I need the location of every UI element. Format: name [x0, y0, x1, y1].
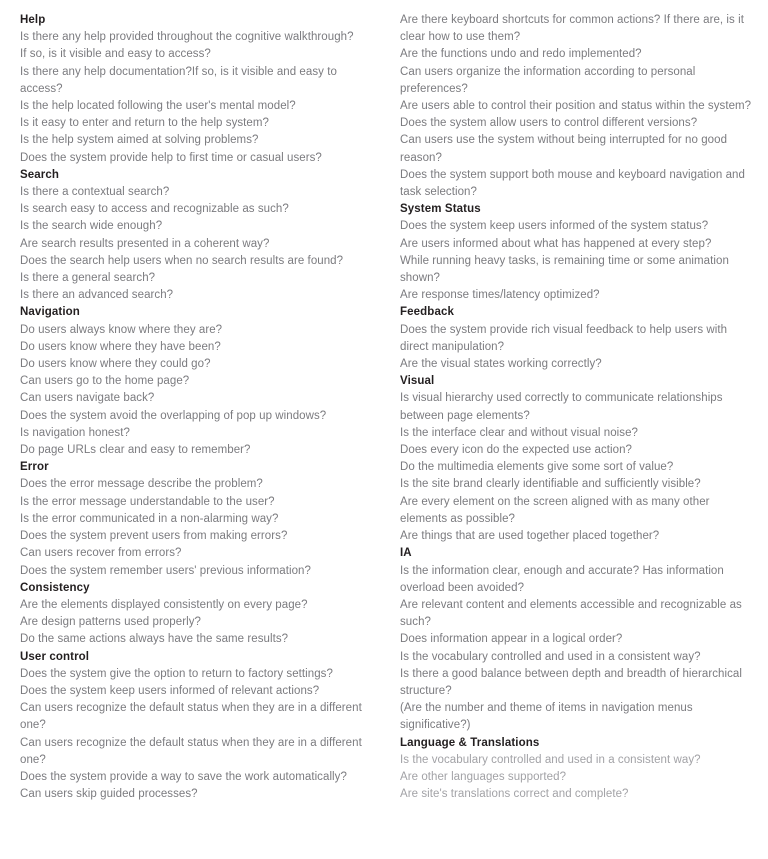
- checklist-item: Do the multimedia elements give some sort of value?: [400, 461, 674, 474]
- checklist-item: Does the system provide rich visual feedback to help users with direct manipulation?: [400, 323, 728, 353]
- checklist-item: Are other languages supported?: [400, 770, 567, 783]
- checklist-item: Is the error message understandable to the user?: [20, 495, 275, 508]
- checklist-item: Is the interface clear and without visual noise?: [400, 426, 639, 439]
- checklist-item: Does the system provide a way to save the work automatically?: [20, 770, 347, 783]
- checklist-item: Do page URLs clear and easy to remember?: [20, 444, 251, 457]
- checklist-item: Are relevant content and elements accessible and recognizable as such?: [400, 598, 742, 629]
- checklist-item: Is the search wide enough?: [20, 220, 163, 233]
- checklist-section: [400, 373, 756, 545]
- checklist-item: Is the error communicated in a non-alarming way?: [20, 512, 279, 525]
- checklist-section: [20, 459, 380, 579]
- checklist-item: Is there a general search?: [20, 272, 156, 285]
- section-heading: Consistency: [20, 581, 90, 594]
- checklist-item: Are there keyboard shortcuts for common actions? If there are, is it clear how to use them?: [400, 14, 744, 44]
- section-heading: Feedback: [400, 306, 454, 319]
- checklist-item: Does the error message describe the problem?: [20, 478, 263, 491]
- section-heading: System Status: [400, 203, 481, 216]
- checklist-section: [400, 545, 756, 734]
- checklist-item: Are design patterns used properly?: [20, 616, 201, 629]
- section-heading: User control: [20, 650, 90, 663]
- checklist-item: Are users informed about what has happened at every step?: [400, 237, 712, 250]
- checklist-section: [400, 304, 756, 373]
- checklist-item: Is the vocabulary controlled and used in a consistent way?: [400, 650, 701, 663]
- checklist-item: Does the system avoid the overlapping of pop up windows?: [20, 409, 327, 422]
- checklist-item: Are response times/latency optimized?: [400, 289, 600, 302]
- checklist-item: Is the site brand clearly identifiable and sufficiently visible?: [400, 478, 701, 491]
- checklist-section: [20, 12, 380, 167]
- checklist-item: Is there an advanced search?: [20, 289, 174, 302]
- checklist-item: While running heavy tasks, is remaining time or some animation shown?: [400, 254, 729, 285]
- checklist-item: Are every element on the screen aligned with as many other elements as possible?: [400, 495, 710, 525]
- checklist-item: Is there any help provided throughout the cognitive walkthrough?: [20, 31, 354, 44]
- checklist-item: Does the system support both mouse and keyboard navigation and task selection?: [400, 168, 745, 199]
- section-heading: IA: [400, 547, 412, 560]
- checklist-item: Can users recognize the default status when they are in a different one?: [20, 736, 362, 766]
- checklist-item: Is visual hierarchy used correctly to communicate relationships between page elements?: [400, 392, 723, 422]
- checklist-item: Are the functions undo and redo implemented?: [400, 48, 642, 61]
- checklist-item: Does the system give the option to return to factory settings?: [20, 667, 333, 680]
- checklist-item: Can users skip guided processes?: [20, 788, 198, 801]
- checklist-item: Are things that are used together placed together?: [400, 530, 660, 543]
- checklist-item: Does information appear in a logical order?: [400, 633, 623, 646]
- checklist-item: Does the system keep users informed of the system status?: [400, 220, 709, 233]
- checklist-item: Can users recognize the default status when they are in a different one?: [20, 702, 362, 732]
- checklist-section: [20, 167, 380, 305]
- checklist-item: Can users use the system without being interrupted for no good reason?: [400, 134, 728, 164]
- checklist-item: Are site's translations correct and complete?: [400, 788, 629, 801]
- checklist-section: [20, 580, 380, 649]
- section-heading: Navigation: [20, 306, 80, 319]
- checklist-item: Can users organize the information according to personal preferences?: [400, 65, 696, 95]
- section-heading: Search: [20, 168, 60, 181]
- checklist-column-right: [390, 12, 768, 803]
- checklist-section: [20, 304, 380, 459]
- checklist-section: [400, 735, 756, 804]
- checklist-item: Is there a good balance between depth and breadth of hierarchical structure?: [400, 667, 742, 697]
- checklist-item: Can users navigate back?: [20, 392, 155, 405]
- checklist-item: Does the system allow users to control different versions?: [400, 117, 698, 130]
- checklist-item: Does the system provide help to first time or casual users?: [20, 151, 322, 164]
- section-heading: Help: [20, 14, 46, 26]
- section-heading: Error: [20, 461, 49, 474]
- checklist-column-left: [0, 12, 390, 803]
- checklist-item: Is the information clear, enough and accurate? Has information overload been avoided?: [400, 564, 724, 594]
- checklist-item: Does the search help users when no search results are found?: [20, 254, 344, 267]
- checklist-item: Are the visual states working correctly?: [400, 358, 602, 371]
- checklist-item: Do users know where they could go?: [20, 358, 211, 371]
- checklist-item: Are search results presented in a coherent way?: [20, 237, 270, 250]
- checklist-item: Does the system remember users' previous information?: [20, 564, 311, 577]
- checklist-section: [400, 201, 756, 304]
- checklist-item: Are the elements displayed consistently on every page?: [20, 598, 308, 611]
- checklist-item: If so, is it visible and easy to access?: [20, 48, 211, 61]
- checklist-item: Is navigation honest?: [20, 426, 130, 439]
- checklist-item: Can users go to the home page?: [20, 375, 190, 388]
- checklist-item: Do users know where they have been?: [20, 340, 221, 353]
- section-heading: Language & Translations: [400, 736, 540, 749]
- checklist-item: Can users recover from errors?: [20, 547, 182, 560]
- checklist-item: Is search easy to access and recognizable as such?: [20, 203, 289, 216]
- checklist-section: [20, 649, 380, 804]
- checklist-item: Is the help system aimed at solving problems?: [20, 134, 259, 147]
- checklist-item: (Are the number and theme of items in navigation menus significative?): [400, 702, 693, 732]
- checklist-item: Is there any help documentation?If so, is it visible and easy to access?: [20, 65, 337, 95]
- checklist-item: Is there a contextual search?: [20, 186, 170, 199]
- checklist-item: Do users always know where they are?: [20, 323, 223, 336]
- checklist-item: Does the system keep users informed of relevant actions?: [20, 684, 320, 697]
- checklist-item: Does the system prevent users from making errors?: [20, 530, 288, 543]
- checklist-item: Are users able to control their position and status within the system?: [400, 100, 752, 113]
- section-heading: Visual: [400, 375, 435, 388]
- checklist-item: Is it easy to enter and return to the help system?: [20, 117, 269, 130]
- checklist-item: Is the help located following the user's mental model?: [20, 100, 296, 113]
- checklist-section: [400, 12, 756, 201]
- checklist-item: Do the same actions always have the same results?: [20, 633, 289, 646]
- checklist-item: Is the vocabulary controlled and used in a consistent way?: [400, 753, 701, 766]
- checklist-item: Does every icon do the expected use action?: [400, 444, 632, 457]
